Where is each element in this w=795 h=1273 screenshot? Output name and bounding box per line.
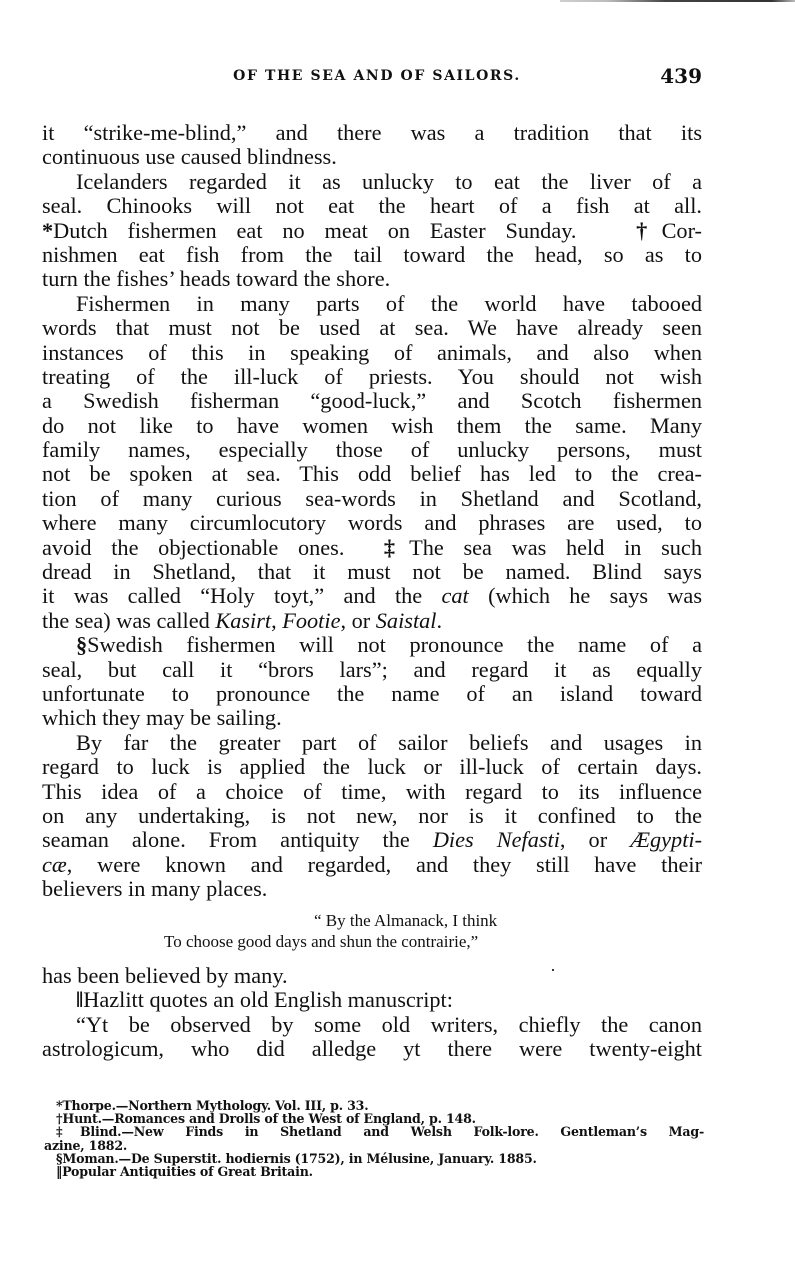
- paragraph-4: [42, 633, 702, 731]
- text-line: By far the greater part of sailor beliefs and usages in: [76, 729, 702, 755]
- text-line: treating of the ill-luck of priests. You should not wish: [42, 363, 702, 389]
- running-title: OF THE SEA AND OF SAILORS.: [233, 68, 521, 84]
- footnote-mark-double-dagger: ‡: [383, 534, 410, 560]
- text-line: the sea) was called Kasirt, Footie, or Saistal.: [42, 607, 443, 633]
- text-line: believers in many places.: [42, 876, 268, 902]
- paragraph-1: [42, 121, 702, 170]
- paragraph-2: [42, 170, 702, 292]
- footnote-mark-dagger: †: [636, 217, 662, 243]
- after-quote-text: [42, 964, 702, 1062]
- text-segment: the sea) was called: [42, 607, 210, 633]
- text-segment: Hazlitt quotes an old English manuscript:: [83, 987, 453, 1013]
- text-line: [42, 584, 702, 608]
- text-line: “Yt be observed by some old writers, chiefly the canon: [76, 1011, 702, 1037]
- italic-term: Kasirt: [215, 607, 272, 633]
- footnote-text: Popular Antiquities of Great Britain.: [62, 1164, 313, 1180]
- scan-edge-rule: [560, 0, 795, 2]
- text-segment: (which he says was: [488, 583, 703, 609]
- text-line: seal. Chinooks will not eat the heart of a fish at all.: [42, 193, 702, 219]
- footnote-mark: *: [56, 1098, 63, 1113]
- italic-term: Dies Nefasti: [432, 827, 560, 853]
- text-line: Icelanders regarded it as unlucky to eat the liver of a: [76, 168, 702, 194]
- text-line: where many circumlocutory words and phrases are used, to: [42, 510, 702, 536]
- text-segment: The sea was held in such: [409, 534, 702, 560]
- text-line: on any undertaking, is not new, nor is it confined to the: [42, 802, 702, 828]
- text-line: which they may be sailing.: [42, 705, 282, 731]
- footnote-text: Thorpe.—Northern Mythology. Vol. III, p. 33.: [62, 1098, 369, 1113]
- paragraph-5: [42, 731, 702, 902]
- text-line: continuous use caused blindness.: [42, 144, 337, 170]
- text-line: tion of many curious sea-words in Shetland and Scotland,: [42, 485, 702, 511]
- text-segment: avoid the objectionable ones.: [42, 534, 345, 560]
- italic-term: cæ: [42, 851, 67, 877]
- text-line: astrologicum, who did alledge yt there were twenty-eight: [42, 1036, 702, 1062]
- footnote-text: Hunt.—Romances and Drolls of the West of England, p. 148.: [62, 1111, 476, 1127]
- text-segment: Dutch fishermen eat no meat on Easter Sunday.: [53, 217, 577, 243]
- verse-line-2: To choose good days and shun the contrairie,”: [164, 932, 479, 951]
- text-line: family names, especially those of unlucky persons, must: [42, 437, 702, 463]
- text-line: Fishermen in many parts of the world have tabooed: [76, 290, 702, 316]
- text-line: instances of this in speaking of animals, and also when: [42, 339, 702, 365]
- footnote-mark: †: [56, 1111, 63, 1127]
- text-line: [42, 828, 702, 852]
- footnote-mark: ‖: [56, 1164, 63, 1180]
- footnotes: [44, 1099, 704, 1178]
- stray-dot: ·: [550, 960, 556, 980]
- text-line: [42, 219, 702, 243]
- text-line: seal, but call it “brors lars”; and regard it as equally: [42, 656, 702, 682]
- text-line: not be spoken at sea. This odd belief has led to the crea-: [42, 461, 702, 487]
- footnote-mark: ‡: [56, 1124, 80, 1140]
- text-segment: Swedish fishermen will not pronounce the name of a: [87, 632, 702, 658]
- text-segment: or: [351, 607, 371, 633]
- text-line: turn the fishes’ heads toward the shore.: [42, 266, 391, 292]
- footnote-5: [44, 1165, 704, 1178]
- footnote-3: [44, 1125, 704, 1138]
- text-line: [42, 853, 702, 877]
- text-line: This idea of a choice of time, with regard to its influence: [42, 778, 702, 804]
- text-line: dread in Shetland, that it must not be named. Blind says: [42, 559, 702, 585]
- paragraph-3: [42, 292, 702, 633]
- verse-line-1: “ By the Almanack, I think: [314, 911, 498, 930]
- text-line: unfortunate to pronounce the name of an island toward: [42, 680, 702, 706]
- italic-term: cat: [441, 583, 469, 609]
- italic-term: Saistal: [375, 607, 437, 633]
- text-line: regard to luck is applied the luck or ill-luck of certain days.: [42, 754, 702, 780]
- text-line: it “strike-me-blind,” and there was a tradition that its: [42, 120, 702, 145]
- text-segment: , or: [559, 827, 608, 853]
- italic-term: Ægypti-: [630, 827, 703, 853]
- page-number: 439: [660, 64, 702, 88]
- footnote-text: Blind.—New Finds in Shetland and Welsh Folk-lore. Gentleman’s Mag-: [79, 1124, 704, 1140]
- footnote-mark: §: [56, 1150, 63, 1166]
- verse-quote: [42, 910, 702, 952]
- text-line: has been believed by many.: [42, 963, 288, 988]
- text-line: words that must not be used at sea. We have already seen: [42, 315, 702, 341]
- text-segment: , were known and regarded, and they still have their: [66, 851, 702, 877]
- running-head: [42, 66, 702, 90]
- text-segment: Cor-: [661, 217, 702, 243]
- text-line: do not like to have women wish them the same. Many: [42, 412, 702, 438]
- text-line: nishmen eat fish from the tail toward the head, so as to: [42, 241, 702, 267]
- footnote-mark-section: §: [76, 632, 88, 658]
- text-segment: it was called “Holy toyt,” and the: [42, 583, 423, 609]
- body-text: [42, 121, 702, 902]
- text-segment: seaman alone. From antiquity the: [42, 827, 410, 853]
- italic-term: Footie: [282, 607, 341, 633]
- text-line: a Swedish fisherman “good-luck,” and Scotch fishermen: [42, 388, 702, 414]
- text-line: [42, 633, 702, 657]
- text-line: [42, 536, 702, 560]
- text-line: [42, 988, 702, 1012]
- footnote-mark-parallel: ‖: [76, 987, 84, 1013]
- footnote-mark-asterisk: *: [42, 217, 54, 243]
- footnote-3-continuation: azine, 1882.: [44, 1137, 128, 1153]
- footnote-text: Moman.—De Superstit. hodiernis (1752), in Mélusine, January. 1885.: [62, 1150, 537, 1166]
